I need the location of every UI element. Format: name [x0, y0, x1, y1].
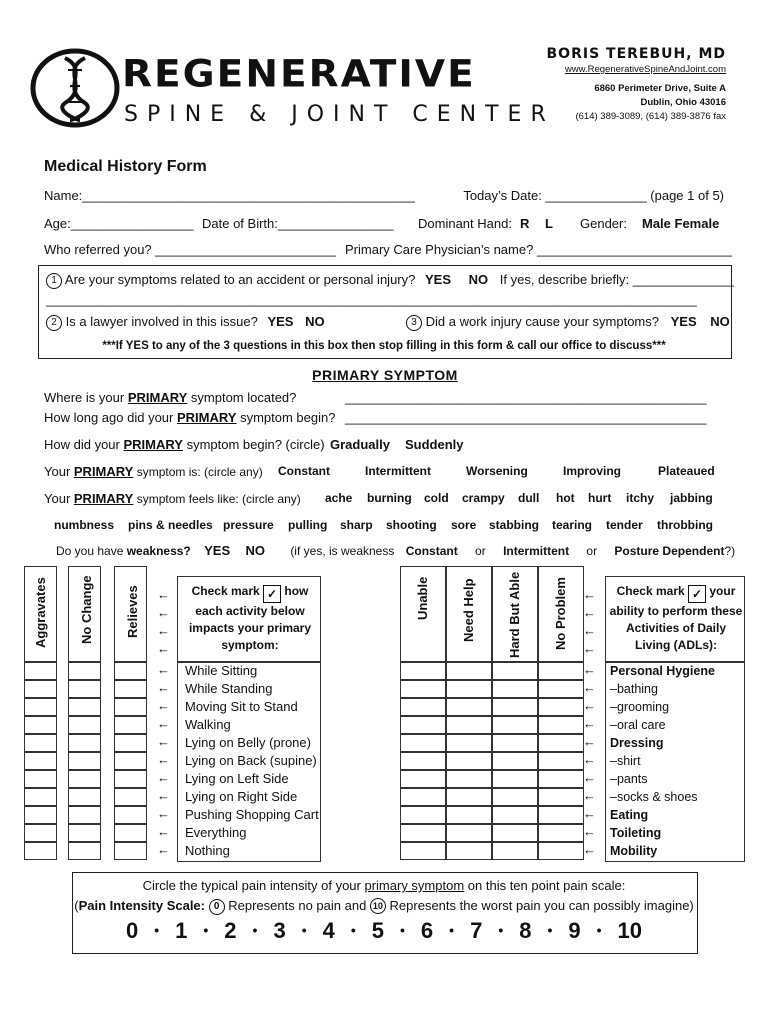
- location-question: [44, 390, 296, 405]
- pain-scale-label: Pain Intensity Scale:: [78, 898, 205, 913]
- adl-checkbox[interactable]: [446, 752, 492, 770]
- activity-checkbox[interactable]: [68, 770, 101, 788]
- col-aggravates: Aggravates: [33, 577, 48, 648]
- dominant-hand-label: Dominant Hand:: [418, 216, 512, 231]
- q2-text: Is a lawyer involved in this issue?: [65, 314, 258, 329]
- is-pre: Your: [44, 464, 74, 479]
- pain-value-9[interactable]: 9: [568, 918, 581, 943]
- left-arrow-icon: ←: [157, 842, 170, 857]
- bullet-separator: •: [400, 922, 405, 938]
- check-mark-text: Check mark: [616, 584, 685, 598]
- injury-q1: [46, 272, 734, 289]
- injury-warning: ***If YES to any of the 3 questions in this box then stop filling in this form & call our office to discuss***: [102, 340, 666, 352]
- long-pre: How long ago did your: [44, 410, 177, 425]
- how-key: PRIMARY: [123, 437, 183, 452]
- q3-text: Did a work injury cause your symptoms?: [425, 314, 659, 329]
- doctor-name: BORIS TEREBUH, MD: [546, 46, 726, 62]
- feels-option[interactable]: sharp: [340, 518, 373, 532]
- zero-text: Represents no pain and: [228, 898, 367, 913]
- left-arrow-icon: ←: [583, 734, 596, 749]
- adl-checkbox[interactable]: [492, 842, 538, 860]
- activity-checkbox[interactable]: [24, 680, 57, 698]
- weak-close: ?): [724, 544, 736, 558]
- weak-posture[interactable]: Posture Dependent: [614, 544, 725, 558]
- bullet-separator: •: [350, 922, 356, 938]
- adl-checkbox[interactable]: [400, 734, 446, 752]
- is-option[interactable]: Plateaued: [658, 464, 715, 478]
- hand-r-option[interactable]: R: [520, 216, 530, 231]
- is-option[interactable]: Worsening: [466, 464, 528, 478]
- activity-item: Nothing: [185, 843, 230, 858]
- feels-option[interactable]: jabbing: [670, 491, 713, 505]
- left-arrow-icon: ←: [583, 752, 596, 767]
- zero-circle: 0: [209, 899, 225, 915]
- adl-checkbox[interactable]: [492, 716, 538, 734]
- left-arrow-icon: ←: [583, 680, 596, 695]
- activity-checkbox[interactable]: [68, 734, 101, 752]
- onset-gradually[interactable]: Gradually: [330, 437, 390, 452]
- ten-circle: 10: [370, 898, 386, 914]
- adl-checkbox[interactable]: [446, 680, 492, 698]
- adl-checkbox[interactable]: [492, 698, 538, 716]
- instruction-text: how each activity below impacts your primary symptom:: [188, 584, 312, 652]
- activity-checkbox[interactable]: [114, 680, 147, 698]
- feels-option[interactable]: hurt: [588, 491, 612, 505]
- activity-checkbox[interactable]: [68, 788, 101, 806]
- activity-list-box: [177, 662, 321, 862]
- adl-checkbox[interactable]: [538, 734, 584, 752]
- activity-checkbox[interactable]: [114, 770, 147, 788]
- duration-question: [44, 410, 335, 425]
- injury-describe-line[interactable]: __________________________________________________________________________________________: [46, 292, 697, 307]
- activity-item: Pushing Shopping Cart: [185, 807, 319, 822]
- activity-checkbox[interactable]: [68, 698, 101, 716]
- logo: [30, 48, 120, 128]
- adl-item: Personal Hygiene: [610, 664, 715, 678]
- adl-checkbox[interactable]: [492, 770, 538, 788]
- left-arrow-icon: ← ← ← ←: [157, 587, 170, 656]
- activity-checkbox[interactable]: [68, 662, 101, 680]
- q1-describe[interactable]: If yes, describe briefly: ______________: [499, 272, 734, 287]
- injury-q2: [46, 314, 325, 331]
- activity-checkbox[interactable]: [114, 716, 147, 734]
- activity-checkbox[interactable]: [68, 752, 101, 770]
- long-post: symptom begin?: [236, 410, 336, 425]
- left-arrow-icon: ←: [583, 716, 596, 731]
- left-arrow-icon: ←: [583, 824, 596, 839]
- adl-checkbox[interactable]: [538, 806, 584, 824]
- logo-sub-text: SPINE & JOINT CENTER: [124, 102, 555, 127]
- q2-yes[interactable]: YES: [267, 314, 294, 329]
- left-arrow-icon: ←: [157, 698, 170, 713]
- feels-option[interactable]: crampy: [462, 491, 505, 505]
- feels-option[interactable]: numbness: [54, 518, 115, 532]
- left-arrow-icon: ←: [583, 698, 596, 713]
- instruction-text: your ability to perform these Activities of Daily Living (ADLs):: [609, 584, 743, 652]
- left-arrow-icon: ← ← ← ←: [583, 587, 596, 656]
- activity-item: Lying on Belly (prone): [185, 735, 311, 750]
- activity-checkbox[interactable]: [24, 734, 57, 752]
- onset-question: [44, 437, 325, 452]
- pain-value-10[interactable]: 10: [617, 918, 643, 943]
- website-link[interactable]: www.RegenerativeSpineAndJoint.com: [564, 64, 726, 75]
- adl-item: –oral care: [610, 718, 666, 732]
- pain-instruction: [72, 878, 696, 893]
- feels-option[interactable]: tearing: [552, 518, 593, 532]
- activity-checkbox[interactable]: [114, 842, 147, 860]
- adl-checkbox[interactable]: [400, 680, 446, 698]
- adl-checkbox[interactable]: [446, 662, 492, 680]
- feels-option[interactable]: pins & needles: [128, 518, 213, 532]
- pain-value-0[interactable]: 0: [125, 918, 139, 943]
- left-arrow-icon: ←: [157, 680, 170, 695]
- feels-option[interactable]: dull: [518, 491, 540, 505]
- is-post: symptom is: (circle any): [133, 465, 263, 479]
- adl-item: Toileting: [610, 826, 662, 840]
- bullet-separator: •: [203, 922, 209, 938]
- adl-checkbox[interactable]: [538, 842, 584, 860]
- adl-checkbox[interactable]: [446, 788, 492, 806]
- col-no-problem: No Problem: [553, 577, 568, 650]
- feels-post: symptom feels like: (circle any): [133, 492, 301, 506]
- activity-checkbox[interactable]: [114, 662, 147, 680]
- weak-key: weakness?: [126, 544, 191, 558]
- form-title: Medical History Form: [44, 158, 207, 175]
- adl-checkbox[interactable]: [400, 788, 446, 806]
- feels-option[interactable]: cold: [424, 491, 449, 505]
- injury-q3: [406, 314, 730, 331]
- adl-checkbox[interactable]: [538, 770, 584, 788]
- left-arrow-icon: ←: [157, 806, 170, 821]
- activity-checkbox[interactable]: [24, 716, 57, 734]
- adl-checkbox[interactable]: [538, 752, 584, 770]
- check-mark-text: Check mark: [191, 584, 260, 598]
- q1-no[interactable]: NO: [468, 272, 489, 287]
- bullet-separator: •: [252, 922, 258, 938]
- checkmark-icon: ✓: [688, 585, 706, 603]
- loc-pre: Where is your: [44, 390, 128, 405]
- weak-or: or: [586, 544, 598, 558]
- activity-checkbox[interactable]: [24, 698, 57, 716]
- weak-or: or: [475, 544, 486, 558]
- pain-value-7[interactable]: 7: [470, 918, 483, 943]
- feels-option[interactable]: stabbing: [489, 518, 539, 532]
- left-arrow-icon: ←: [157, 752, 170, 767]
- q3-yes[interactable]: YES: [670, 314, 697, 329]
- pain-value-3[interactable]: 3: [273, 918, 286, 943]
- adl-checkbox[interactable]: [538, 680, 584, 698]
- activity-item: Lying on Back (supine): [185, 753, 317, 768]
- symptom-is-question: [44, 464, 263, 479]
- adl-checkbox[interactable]: [538, 824, 584, 842]
- col-need-help: Need Help: [461, 578, 476, 642]
- primary-heading: PRIMARY SYMPTOM: [312, 367, 458, 383]
- how-post: symptom begin? (circle): [182, 437, 325, 452]
- checkmark-icon: ✓: [263, 585, 281, 603]
- q1-yes[interactable]: YES: [424, 272, 451, 287]
- activity-checkbox[interactable]: [24, 752, 57, 770]
- adl-checkbox[interactable]: [400, 770, 446, 788]
- age-field[interactable]: Age:_________________: [44, 216, 194, 231]
- duration-line[interactable]: __________________________________________________: [345, 410, 707, 425]
- adl-checkbox[interactable]: [446, 824, 492, 842]
- weak-intermittent[interactable]: Intermittent: [503, 544, 570, 558]
- pain-value-1[interactable]: 1: [175, 918, 188, 943]
- feels-option[interactable]: hot: [556, 491, 575, 505]
- date-field[interactable]: Today’s Date: ______________ (page 1 of 5): [463, 188, 724, 203]
- weak-if: (if yes, is weakness: [290, 544, 395, 558]
- referred-field[interactable]: Who referred you? _________________________: [44, 242, 337, 257]
- left-arrow-icon: ←: [157, 788, 170, 803]
- is-key: PRIMARY: [73, 464, 134, 479]
- adl-checkbox[interactable]: [538, 716, 584, 734]
- adl-checkbox[interactable]: [492, 680, 538, 698]
- adl-checkbox[interactable]: [492, 752, 538, 770]
- pain-value-6[interactable]: 6: [420, 918, 434, 943]
- activity-checkbox[interactable]: [68, 842, 101, 860]
- adl-checkbox[interactable]: [446, 716, 492, 734]
- adl-item: Eating: [610, 808, 649, 822]
- activity-item: Walking: [185, 717, 231, 732]
- q3-no[interactable]: NO: [710, 314, 730, 329]
- pain-value-8[interactable]: 8: [519, 918, 532, 943]
- activity-item: Moving Sit to Stand: [185, 699, 298, 714]
- adl-checkbox[interactable]: [400, 716, 446, 734]
- activity-checkbox[interactable]: [114, 824, 147, 842]
- activity-item: Lying on Right Side: [185, 789, 298, 804]
- activity-item: Everything: [185, 825, 247, 840]
- activity-instruction: [181, 583, 319, 654]
- adl-checkbox[interactable]: [446, 806, 492, 824]
- weak-yes[interactable]: YES: [204, 543, 231, 558]
- activity-checkbox[interactable]: [24, 842, 57, 860]
- bullet-separator: •: [301, 922, 307, 938]
- feels-option[interactable]: sore: [451, 518, 477, 532]
- pain-value-4[interactable]: 4: [322, 918, 335, 943]
- adl-item: Dressing: [610, 736, 664, 750]
- col-hard-but-able: Hard But Able: [507, 571, 522, 658]
- loc-post: symptom located?: [187, 390, 297, 405]
- activity-checkbox[interactable]: [114, 806, 147, 824]
- feels-key: PRIMARY: [73, 491, 134, 506]
- left-arrow-icon: ←: [157, 716, 170, 731]
- adl-checkbox[interactable]: [538, 698, 584, 716]
- activity-checkbox[interactable]: [24, 824, 57, 842]
- name-field[interactable]: Name:______________________________________________: [44, 188, 415, 203]
- activity-checkbox[interactable]: [68, 806, 101, 824]
- col-relieves: Relieves: [125, 585, 140, 638]
- adl-checkbox[interactable]: [538, 662, 584, 680]
- activity-checkbox[interactable]: [114, 698, 147, 716]
- is-option[interactable]: Constant: [278, 464, 330, 478]
- how-pre: How did your: [44, 437, 124, 452]
- feels-option[interactable]: burning: [367, 491, 412, 505]
- adl-checkbox[interactable]: [400, 806, 446, 824]
- activity-checkbox[interactable]: [114, 734, 147, 752]
- left-arrow-icon: ←: [157, 734, 170, 749]
- activity-item: Lying on Left Side: [185, 771, 289, 786]
- logo-main-text: REGENERATIVE: [122, 53, 476, 96]
- left-arrow-icon: ←: [583, 842, 596, 857]
- long-key: PRIMARY: [176, 410, 237, 425]
- q2-no[interactable]: NO: [305, 314, 325, 329]
- feels-option[interactable]: ache: [325, 491, 353, 505]
- left-arrow-icon: ←: [157, 662, 170, 677]
- pain-value-5[interactable]: 5: [371, 918, 384, 943]
- adl-checkbox[interactable]: [446, 698, 492, 716]
- q1-text: Are your symptoms related to an accident or personal injury?: [64, 272, 416, 287]
- adl-item: Mobility: [610, 844, 658, 858]
- adl-checkbox[interactable]: [446, 734, 492, 752]
- feels-option[interactable]: throbbing: [657, 518, 713, 532]
- onset-suddenly[interactable]: Suddenly: [405, 437, 464, 452]
- weakness-question: [56, 543, 735, 558]
- phone-numbers: (614) 389-3089, (614) 389-3876 fax: [575, 111, 726, 122]
- dob-field[interactable]: Date of Birth:________________: [202, 216, 394, 231]
- weak-no[interactable]: NO: [245, 543, 265, 558]
- address-line-1: 6860 Perimeter Drive, Suite A: [594, 83, 726, 94]
- bullet-separator: •: [154, 922, 160, 938]
- is-option[interactable]: Improving: [563, 464, 622, 478]
- adl-checkbox[interactable]: [400, 698, 446, 716]
- feels-like-question: [44, 491, 301, 506]
- q3-number: 3: [406, 315, 422, 331]
- adl-item: –socks & shoes: [610, 790, 698, 804]
- adl-checkbox[interactable]: [446, 842, 492, 860]
- col-unable: Unable: [415, 576, 430, 620]
- pain-post: on this ten point pain scale:: [464, 878, 626, 893]
- hand-l-option[interactable]: L: [545, 216, 553, 231]
- adl-item: –pants: [610, 772, 648, 786]
- left-arrow-icon: ←: [157, 770, 170, 785]
- col-no-change: No Change: [79, 575, 94, 644]
- adl-item: –shirt: [610, 754, 641, 768]
- adl-list-box: [605, 662, 745, 862]
- gender-label: Gender:: [580, 216, 627, 231]
- bullet-separator: •: [498, 922, 504, 938]
- adl-table: [400, 566, 745, 862]
- feels-option[interactable]: pulling: [288, 518, 328, 532]
- activity-checkbox[interactable]: [24, 788, 57, 806]
- pain-pre: Circle the typical pain intensity of your: [142, 878, 365, 893]
- left-arrow-icon: ←: [583, 770, 596, 785]
- is-option[interactable]: Intermittent: [365, 464, 431, 478]
- adl-instruction: [609, 583, 743, 654]
- adl-checkbox[interactable]: [446, 770, 492, 788]
- adl-checkbox[interactable]: [492, 662, 538, 680]
- address-line-2: Dublin, Ohio 43016: [640, 97, 726, 108]
- adl-checkbox[interactable]: [538, 788, 584, 806]
- adl-checkbox[interactable]: [400, 824, 446, 842]
- activity-checkbox[interactable]: [24, 806, 57, 824]
- feels-option[interactable]: pressure: [223, 518, 274, 532]
- left-arrow-icon: ←: [583, 806, 596, 821]
- adl-checkbox[interactable]: [400, 842, 446, 860]
- feels-option[interactable]: itchy: [626, 491, 655, 505]
- pain-key: primary symptom: [364, 878, 465, 893]
- ten-text: Represents the worst pain you can possibly imagine): [389, 898, 694, 913]
- adl-checkbox[interactable]: [492, 806, 538, 824]
- location-line[interactable]: __________________________________________________: [345, 390, 707, 405]
- activity-checkbox[interactable]: [68, 716, 101, 734]
- left-arrow-icon: ←: [583, 662, 596, 677]
- q2-number: 2: [46, 315, 62, 331]
- paren: (: [74, 898, 79, 913]
- pain-scale: [72, 918, 696, 944]
- adl-checkbox[interactable]: [492, 824, 538, 842]
- activity-checkbox[interactable]: [68, 824, 101, 842]
- weak-constant[interactable]: Constant: [405, 544, 458, 558]
- pain-legend: [72, 898, 696, 915]
- bullet-separator: •: [596, 922, 602, 938]
- feels-pre: Your: [44, 491, 74, 506]
- activity-checkbox[interactable]: [24, 662, 57, 680]
- bullet-separator: •: [449, 922, 455, 938]
- activity-checkbox[interactable]: [68, 680, 101, 698]
- gender-options[interactable]: Male Female: [642, 216, 720, 231]
- feels-option[interactable]: tender: [606, 518, 643, 532]
- adl-checkbox[interactable]: [492, 734, 538, 752]
- q1-number: 1: [46, 273, 62, 289]
- activity-checkbox[interactable]: [24, 770, 57, 788]
- feels-option[interactable]: shooting: [386, 518, 437, 532]
- adl-checkbox[interactable]: [492, 788, 538, 806]
- adl-item: –grooming: [610, 700, 670, 714]
- activity-checkbox[interactable]: [114, 788, 147, 806]
- left-arrow-icon: ←: [583, 788, 596, 803]
- adl-checkbox[interactable]: [400, 752, 446, 770]
- bullet-separator: •: [547, 922, 553, 938]
- adl-checkbox[interactable]: [400, 662, 446, 680]
- adl-item: –bathing: [610, 682, 658, 696]
- weak-q: Do you have: [56, 544, 127, 558]
- left-arrow-icon: ←: [157, 824, 170, 839]
- pcp-field[interactable]: Primary Care Physician’s name? ___________________________: [345, 242, 733, 257]
- activity-table: [24, 566, 324, 862]
- pain-value-2[interactable]: 2: [224, 918, 237, 943]
- activity-item: While Standing: [185, 681, 273, 696]
- activity-item: While Sitting: [185, 663, 258, 678]
- loc-key: PRIMARY: [127, 390, 188, 405]
- activity-checkbox[interactable]: [114, 752, 147, 770]
